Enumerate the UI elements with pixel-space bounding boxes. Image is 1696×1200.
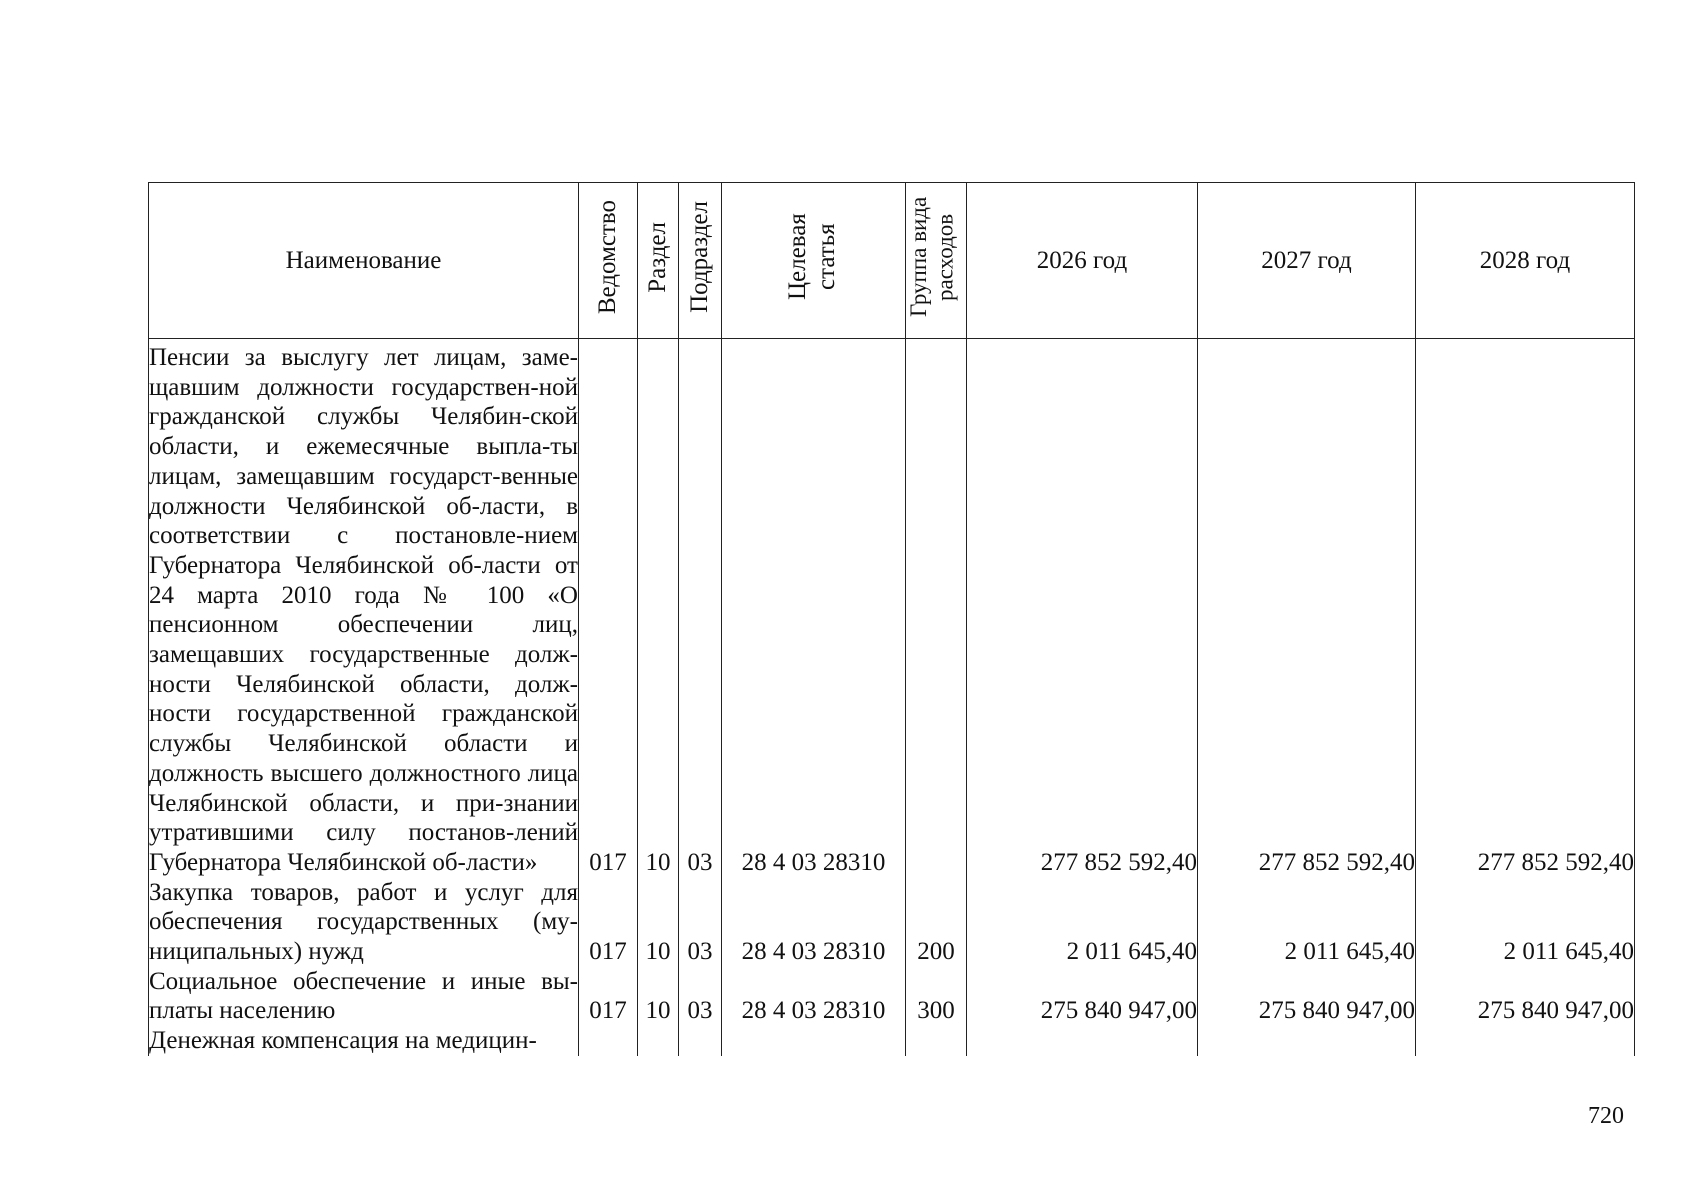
row-subsection: 03 [679,967,722,1026]
col-header-subsection: Подраздел [679,183,722,339]
row-section: 10 [638,878,679,967]
row-name: Закупка товаров, работ и услуг для обеспечения государственных (му-ниципальных) нужд [149,878,578,966]
row-dept: 017 [579,878,638,967]
col-header-2026: 2026 год [967,183,1198,339]
table-row [149,1026,1635,1056]
row-subsection: 03 [679,878,722,967]
col-header-dept: Ведомство [579,183,638,339]
row-name: Пенсии за выслугу лет лицам, заме-щавшим должности государствен-ной гражданской службы Челябин-ской области, и ежемесячные выпла-ты лицам, замещавшим государст-венные должности Челябинской об-ласти, в соответствии с постановле-нием Губернатора Челябинской об-ласти от 24 марта 2010 года № 100 «О пенсионном обеспечении лиц, замещавших государственные долж-ности Челябинской области, долж-ности государственной гражданской службы Челябинской области и должность высшего должностного лица Челябинской области, и при-знании утратившими силу постанов-лений Губернатора Челябинской об-ласти» [149,339,579,878]
budget-table [148,182,1635,1056]
row-section: 10 [638,967,679,1026]
row-2028: 2 011 645,40 [1416,878,1635,967]
col-header-2027: 2027 год [1198,183,1416,339]
table-row [149,878,1635,967]
col-header-name: Наименование [149,183,579,339]
row-2028: 277 852 592,40 [1416,339,1635,878]
row-2027: 277 852 592,40 [1198,339,1416,878]
col-header-section: Раздел [638,183,679,339]
row-target: 28 4 03 28310 [722,967,906,1026]
header-row [149,183,1635,339]
table-row [149,339,1635,878]
row-2028: 275 840 947,00 [1416,967,1635,1026]
col-header-2028: 2028 год [1416,183,1635,339]
row-group: 200 [906,878,967,967]
row-dept: 017 [579,339,638,878]
table-row [149,967,1635,1026]
row-target: 28 4 03 28310 [722,339,906,878]
page-number: 720 [1588,1103,1624,1129]
col-header-expense-group: Группа вида расходов [906,183,967,339]
row-target: 28 4 03 28310 [722,878,906,967]
row-2027: 2 011 645,40 [1198,878,1416,967]
col-header-target: Целевая статья [722,183,906,339]
row-group: 300 [906,967,967,1026]
row-2027: 275 840 947,00 [1198,967,1416,1026]
row-group [906,339,967,878]
row-2026: 2 011 645,40 [967,878,1198,967]
row-2026: 277 852 592,40 [967,339,1198,878]
row-name: Денежная компенсация на медицин- [149,1026,579,1056]
row-dept: 017 [579,967,638,1026]
row-subsection: 03 [679,339,722,878]
row-section: 10 [638,339,679,878]
row-2026: 275 840 947,00 [967,967,1198,1026]
row-name: Социальное обеспечение и иные вы-платы населению [149,967,578,1025]
